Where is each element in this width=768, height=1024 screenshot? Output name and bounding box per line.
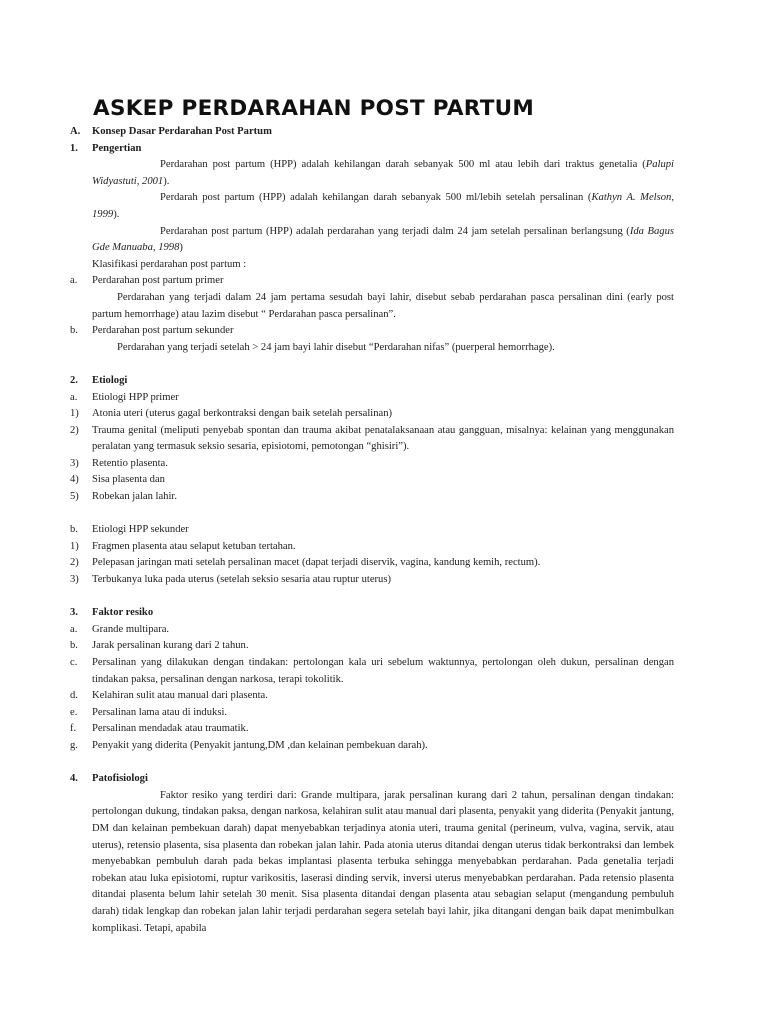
etiology-secondary-heading bbox=[70, 522, 674, 539]
list-marker: 1) bbox=[70, 540, 79, 552]
classification-intro: Klasifikasi perdarahan post partum : bbox=[92, 258, 247, 270]
classification-a-label: Perdarahan post partum primer bbox=[92, 275, 224, 287]
list-marker: c. bbox=[70, 657, 78, 668]
list-text: Trauma genital (meliputi penyebab spontan dan trauma akibat penatalaksanaan atau gangguan, misalnya: kelainan yang menggunakan peralatan yang termasuk seksio sesaria, episiotomi, pemotongan “ghisiri”). bbox=[92, 424, 674, 453]
list-item bbox=[70, 738, 674, 755]
list-item bbox=[70, 555, 674, 572]
spacer bbox=[70, 589, 674, 606]
list-text: Persalinan yang dilakukan dengan tindakan: pertolongan kala uri sebelum waktunnya, pertolongan oleh dukun, persalinan dengan tindakan paksa, persalinan dengan narkosa, terapi tokolitik. bbox=[92, 657, 674, 685]
section-a-heading bbox=[70, 124, 674, 141]
list-text: Terbukanya luka pada uterus (setelah seksio sesaria atau ruptur uterus) bbox=[92, 574, 392, 586]
definition-1-end: ). bbox=[163, 175, 170, 187]
definition-2-text: Perdarah post partum (HPP) adalah kehilangan darah sebanyak 500 ml/lebih setelah persalinan ( bbox=[160, 192, 592, 204]
list-text: Atonia uteri (uterus gagal berkontraksi dengan baik setelah persalinan) bbox=[92, 408, 393, 420]
list-marker: 2) bbox=[70, 424, 79, 436]
list-text: Jarak persalinan kurang dari 2 tahun. bbox=[92, 640, 249, 652]
definition-3-citation: Ida Bagus Gde Manuaba, 1998 bbox=[92, 225, 674, 254]
section-a-marker: A. bbox=[70, 126, 81, 137]
list-text: Persalinan lama atau di induksi. bbox=[92, 706, 228, 718]
pathophysiology-paragraph: Faktor resiko yang terdiri dari: Grande multipara, jarak persalinan kurang dari 2 tahun, persalinan dengan tindakan: pertolongan dukung, tindakan paksa, dengan narkosa, kelahiran sulit atau manual dari plasenta, penyakit yang diderita (Penyakit jantung, DM dan kelainan pembekuan darah) dapat menyebabkan terjadinya atonia uteri, trauma genital (perineum, vulva, vagina, servik, atau uterus), retensio plasenta, sisa plasenta dan robekan jalan lahir. Pada atonia uterus ditandai dengan uterus tidak berkontraksi dan lembek menyebabkan pembuluh darah pada bekas implantasi plasenta terbuka sehingga menyebabkan perdarahan. Pada genetalia terjadi robekan atau luka episiotomi, ruptur varikositis, laserasi dinding servik, inversi uterus menyebabkan perdarahan. Pada retensio plasenta ditandai plasenta belum lahir setelah 30 menit. Sisa plasenta ditandai dengan plasenta atau sebagian selaput (mengandung pembuluh darah) tidak lengkap dan robekan jalan lahir terjadi perdarahan segera setelah bayi lahir, jika ditangani dengan baik dapat menimbulkan komplikasi. Tetapi, apabila bbox=[92, 789, 674, 934]
section-3-marker: 3. bbox=[70, 607, 78, 619]
list-marker: f. bbox=[70, 723, 77, 735]
section-4-title: Patofisiologi bbox=[92, 773, 148, 785]
classification-b-label: Perdarahan post partum sekunder bbox=[92, 325, 234, 337]
section-2-marker: 2. bbox=[70, 374, 78, 386]
section-4-heading bbox=[70, 771, 674, 788]
definition-2-citation: Kathyn A. Melson, 1999 bbox=[92, 192, 674, 220]
classification-a-marker: a. bbox=[70, 275, 78, 287]
section-1-title: Pengertian bbox=[92, 142, 142, 154]
definition-3-end: ) bbox=[179, 242, 183, 254]
classification-b-description: Perdarahan yang terjadi setelah > 24 jam bayi lahir disebut “Perdarahan nifas” (puerperal hemorrhage). bbox=[117, 341, 555, 353]
list-item bbox=[70, 688, 674, 705]
section-1-marker: 1. bbox=[70, 142, 78, 154]
document-body bbox=[70, 124, 674, 937]
list-text: Fragmen plasenta atau selaput ketuban tertahan. bbox=[92, 540, 296, 552]
list-item bbox=[70, 489, 674, 506]
definition-paragraph-1 bbox=[92, 157, 674, 190]
list-item bbox=[70, 423, 674, 456]
list-text: Robekan jalan lahir. bbox=[92, 491, 178, 503]
definition-paragraph-3 bbox=[92, 224, 674, 257]
list-marker: 4) bbox=[70, 474, 79, 486]
list-item bbox=[70, 572, 674, 589]
list-text: Pelepasan jaringan mati setelah persalinan macet (dapat terjadi diservik, vagina, kandung kemih, rectum). bbox=[92, 557, 541, 569]
spacer bbox=[70, 755, 674, 772]
spacer bbox=[70, 506, 674, 523]
list-item bbox=[70, 406, 674, 423]
section-3-title: Faktor resiko bbox=[92, 607, 154, 619]
section-a-title: Konsep Dasar Perdarahan Post Partum bbox=[92, 126, 272, 137]
list-text: Sisa plasenta dan bbox=[92, 474, 165, 486]
definition-1-text: Perdarahan post partum (HPP) adalah kehilangan darah sebanyak 500 ml atau lebih dari traktus genetalia ( bbox=[160, 159, 646, 171]
list-item bbox=[70, 472, 674, 489]
section-2-heading bbox=[70, 373, 674, 390]
classification-a-description: Perdarahan yang terjadi dalam 24 jam pertama sesudah bayi lahir, disebut sebab perdarahan pasca persalinan dini (early post partum hemorrhage) atau lazim disebut “ Perdarahan pasca persalinan”. bbox=[92, 291, 674, 320]
list-item bbox=[70, 456, 674, 473]
list-marker: g. bbox=[70, 739, 78, 751]
list-text: Persalinan mendadak atau traumatik. bbox=[92, 723, 249, 735]
definition-3-text: Perdarahan post partum (HPP) adalah perdarahan yang terjadi dalm 24 jam setelah persalinan berlangsung ( bbox=[160, 225, 630, 237]
list-text: Penyakit yang diderita (Penyakit jantung,DM ,dan kelainan pembekuan darah). bbox=[92, 739, 428, 751]
list-item bbox=[70, 705, 674, 722]
classification-item-b bbox=[70, 323, 674, 340]
etiology-b-marker: b. bbox=[70, 524, 78, 536]
section-2-title: Etiologi bbox=[92, 374, 128, 386]
classification-b-marker: b. bbox=[70, 325, 78, 337]
etiology-b-label: Etiologi HPP sekunder bbox=[92, 524, 189, 536]
section-1-heading bbox=[70, 141, 674, 158]
definition-1-citation: Palupi Widyastuti, 2001 bbox=[92, 159, 674, 187]
list-marker: 2) bbox=[70, 557, 79, 569]
list-marker: d. bbox=[70, 690, 78, 702]
list-item bbox=[70, 721, 674, 738]
list-item bbox=[70, 638, 674, 655]
list-item bbox=[70, 539, 674, 556]
spacer bbox=[70, 356, 674, 373]
list-marker: 5) bbox=[70, 491, 79, 503]
list-text: Kelahiran sulit atau manual dari plasenta. bbox=[92, 690, 268, 702]
list-marker: b. bbox=[70, 640, 78, 652]
list-marker: 1) bbox=[70, 408, 79, 420]
classification-item-a bbox=[70, 273, 674, 290]
document-title: ASKEP PERDARAHAN POST PARTUM bbox=[93, 96, 535, 121]
list-marker: 3) bbox=[70, 574, 79, 586]
list-marker: e. bbox=[70, 706, 78, 718]
definition-paragraph-2 bbox=[92, 190, 674, 223]
list-item bbox=[70, 655, 674, 688]
etiology-a-label: Etiologi HPP primer bbox=[92, 391, 179, 403]
list-text: Grande multipara. bbox=[92, 623, 170, 635]
list-text: Retentio plasenta. bbox=[92, 457, 168, 469]
etiology-a-marker: a. bbox=[70, 391, 78, 403]
list-marker: a. bbox=[70, 623, 78, 635]
list-marker: 3) bbox=[70, 457, 79, 469]
list-item bbox=[70, 622, 674, 639]
section-3-heading bbox=[70, 605, 674, 622]
section-4-marker: 4. bbox=[70, 773, 78, 785]
etiology-primary-heading bbox=[70, 390, 674, 407]
definition-2-end: ). bbox=[113, 208, 120, 220]
